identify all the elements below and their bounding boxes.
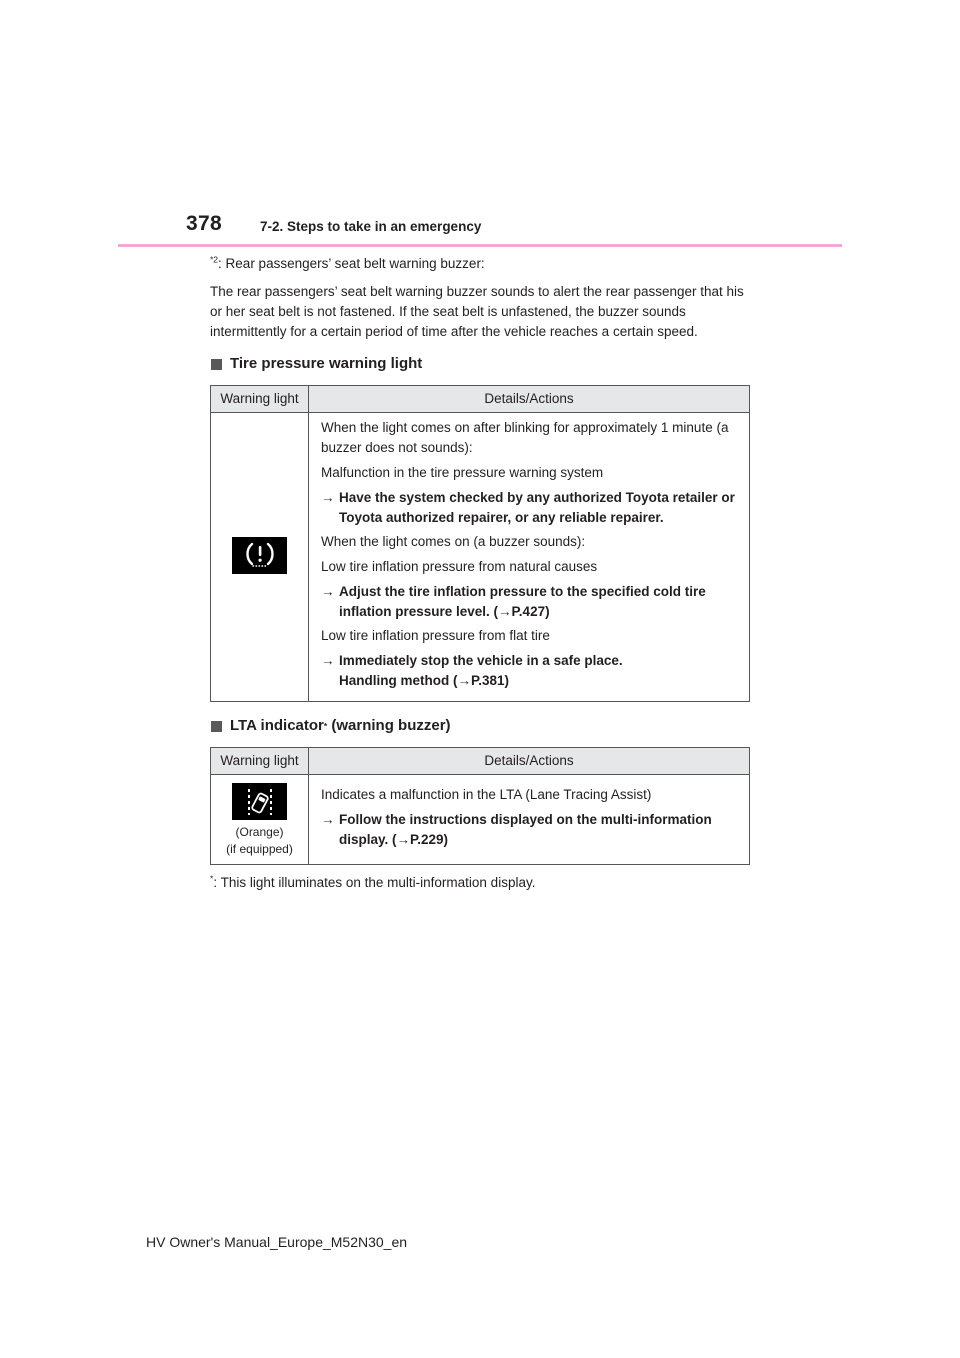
table-header-row: [211, 748, 750, 775]
lta-heading-text: LTA indicator: [230, 717, 324, 734]
tire-pressure-heading: [210, 354, 755, 374]
section-title: 7-2. Steps to take in an emergency: [260, 219, 482, 234]
arrow-icon: →: [321, 584, 335, 599]
icon-color-caption: (Orange): [235, 824, 284, 839]
col-details-actions: Details/Actions: [309, 386, 750, 413]
action-text: Have the system checked by any authorized Toyota retailer or Toyota authorized repairer, or any reliable repairer.: [339, 490, 735, 525]
action-item: [321, 651, 743, 691]
detail-line: When the light comes on after blinking for approximately 1 minute (a buzzer does not sounds):: [321, 420, 729, 455]
tire-pressure-icon: [232, 537, 287, 574]
action-item: [321, 582, 743, 622]
details-cell: [309, 775, 750, 865]
action-item: [321, 810, 743, 850]
action-text: Adjust the tire inflation pressure to the specified cold tire inflation pressure level. (→P.427): [339, 584, 706, 619]
header-divider: [118, 244, 842, 247]
footnote-mark: *2: [210, 254, 219, 265]
col-details-actions: Details/Actions: [309, 748, 750, 775]
lta-footnote: [210, 873, 755, 893]
table-row: [211, 775, 750, 865]
page-content: [210, 254, 755, 893]
detail-line: Malfunction in the tire pressure warning system: [321, 465, 604, 480]
detail-line: Low tire inflation pressure from flat tire: [321, 628, 550, 643]
col-warning-light: Warning light: [211, 748, 309, 775]
footer-manual-id: HV Owner's Manual_Europe_M52N30_en: [146, 1234, 408, 1250]
footnote-title-text: : Rear passengers’ seat belt warning buzzer:: [218, 256, 485, 271]
section-bullet-icon: [211, 721, 222, 732]
details-cell: [309, 413, 750, 702]
action-text-group: [339, 651, 623, 691]
arrow-icon: →: [321, 811, 335, 827]
table-row: [211, 413, 750, 702]
lta-heading-suffix: (warning buzzer): [327, 717, 451, 734]
warning-light-cell: [211, 413, 309, 702]
arrow-icon: →: [321, 490, 335, 505]
warning-light-cell: [211, 775, 309, 865]
tire-pressure-heading-text: Tire pressure warning light: [230, 355, 423, 372]
footnote-text: : This light illuminates on the multi-information display.: [213, 874, 536, 890]
tire-pressure-table: [210, 385, 750, 702]
lta-table: [210, 747, 750, 865]
action-text: Immediately stop the vehicle in a safe place.: [339, 653, 623, 668]
detail-line: Low tire inflation pressure from natural causes: [321, 559, 598, 574]
icon-equipped-caption: (if equipped): [226, 841, 293, 856]
arrow-icon: →: [321, 653, 335, 668]
footnote-mark: *: [210, 873, 214, 883]
page-number: 378: [186, 212, 222, 235]
action-text: Follow the instructions displayed on the multi-information display. (→P.229): [339, 811, 712, 847]
table-header-row: [211, 386, 750, 413]
action-text: Handling method (→P.381): [339, 673, 510, 688]
action-item: [321, 488, 743, 528]
detail-line: When the light comes on (a buzzer sounds):: [321, 534, 586, 549]
rear-buzzer-footnote-title: [210, 254, 755, 274]
section-bullet-icon: [211, 359, 222, 370]
detail-line: Indicates a malfunction in the LTA (Lane Tracing Assist): [321, 786, 652, 802]
col-warning-light: Warning light: [211, 386, 309, 413]
lta-heading: LTA indicator * (warning buzzer): [210, 716, 755, 736]
lane-tracing-icon: [232, 783, 287, 820]
rear-buzzer-paragraph: The rear passengers’ seat belt warning buzzer sounds to alert the rear passenger that his or her seat belt is not fastened. If the seat belt is unfastened, the buzzer sounds intermittently for a certain period of time after the vehicle reaches a certain speed.: [210, 284, 744, 339]
